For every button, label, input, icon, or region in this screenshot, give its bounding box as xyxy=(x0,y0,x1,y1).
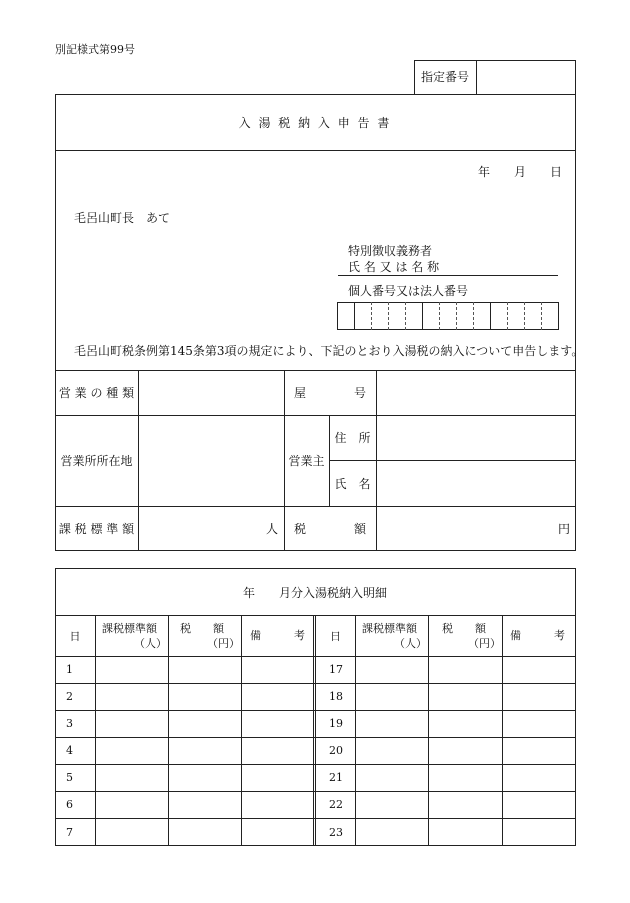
person-unit: 人 xyxy=(265,522,278,536)
header-tax-amount-unit-left: （円） xyxy=(207,637,240,650)
id-number-label: 個人番号又は法人番号 xyxy=(348,284,469,298)
owner-name-label: 氏 名 xyxy=(334,476,371,491)
day-cell-right: 21 xyxy=(329,771,343,784)
collector-label: 特別徴収義務者 xyxy=(348,244,433,258)
owner-label: 営業主 xyxy=(288,454,325,468)
day-cell-left: 5 xyxy=(66,771,73,784)
day-cell-right: 22 xyxy=(329,798,343,811)
addressee: 毛呂山町長 あて xyxy=(74,211,171,225)
trade-name-field[interactable] xyxy=(377,371,575,415)
details-title: 年 月分入湯税納入明細 xyxy=(242,586,387,600)
day-cell-left: 6 xyxy=(66,798,73,811)
header-day-left: 日 xyxy=(69,629,81,643)
day-cell-right: 18 xyxy=(329,690,343,703)
yen-unit: 円 xyxy=(557,522,570,536)
tax-amount-field[interactable] xyxy=(376,506,576,551)
designation-number-label: 指定番号 xyxy=(421,70,470,84)
day-cell-right: 17 xyxy=(329,663,343,676)
header-tax-amount-unit-right: （円） xyxy=(468,637,501,650)
trade-name-label: 屋 号 xyxy=(293,386,366,400)
date-month-label: 月 xyxy=(514,165,527,179)
date-year-label: 年 xyxy=(478,165,491,179)
header-tax-base-left: 課税標準額 xyxy=(102,622,157,635)
header-tax-base-right: 課税標準額 xyxy=(362,622,417,635)
business-type-field[interactable] xyxy=(139,371,284,415)
tax-base-label: 課 税 標 準 額 xyxy=(58,522,135,536)
header-remarks-left: 備 考 xyxy=(250,629,305,642)
detail-entry-cells-right[interactable] xyxy=(356,657,575,846)
business-type-label: 営 業 の 種 類 xyxy=(58,386,135,400)
business-location-label: 営業所所在地 xyxy=(60,454,133,468)
header-remarks-right: 備 考 xyxy=(510,629,565,642)
form-number: 別記様式第99号 xyxy=(55,43,135,56)
header-tax-amount-left: 税 額 xyxy=(180,622,224,635)
day-cell-right: 20 xyxy=(329,744,343,757)
designation-number-field[interactable] xyxy=(477,61,575,94)
day-cell-left: 3 xyxy=(66,717,73,730)
date-day-label: 日 xyxy=(550,165,563,179)
day-cell-left: 7 xyxy=(66,825,73,839)
day-cell-left: 1 xyxy=(66,663,73,676)
header-tax-base-unit-right: （人） xyxy=(394,637,427,650)
owner-address-field[interactable] xyxy=(377,416,575,460)
detail-entry-cells-left[interactable] xyxy=(96,657,313,846)
collector-name-line xyxy=(338,275,558,276)
day-cell-left: 2 xyxy=(66,690,73,703)
tax-amount-label: 税 額 xyxy=(293,522,366,536)
form-title: 入 湯 税 納 入 申 告 書 xyxy=(238,116,392,130)
owner-address-label: 住 所 xyxy=(334,431,371,445)
header-tax-base-unit-left: （人） xyxy=(134,637,167,650)
tax-base-field[interactable] xyxy=(138,506,284,551)
day-cell-right: 23 xyxy=(329,825,343,839)
day-cell-left: 4 xyxy=(66,744,73,757)
header-tax-amount-right: 税 額 xyxy=(442,622,486,635)
header-day-right: 日 xyxy=(330,629,341,643)
declaration-text: 毛呂山町税条例第145条第3項の規定により、下記のとおり入湯税の納入について申告します。 xyxy=(74,344,584,358)
collector-name-label: 氏 名 又 は 名 称 xyxy=(348,260,440,274)
collector-name-field[interactable] xyxy=(440,257,558,275)
owner-name-field[interactable] xyxy=(377,461,575,506)
business-location-field[interactable] xyxy=(139,416,284,506)
day-cell-right: 19 xyxy=(329,717,343,730)
